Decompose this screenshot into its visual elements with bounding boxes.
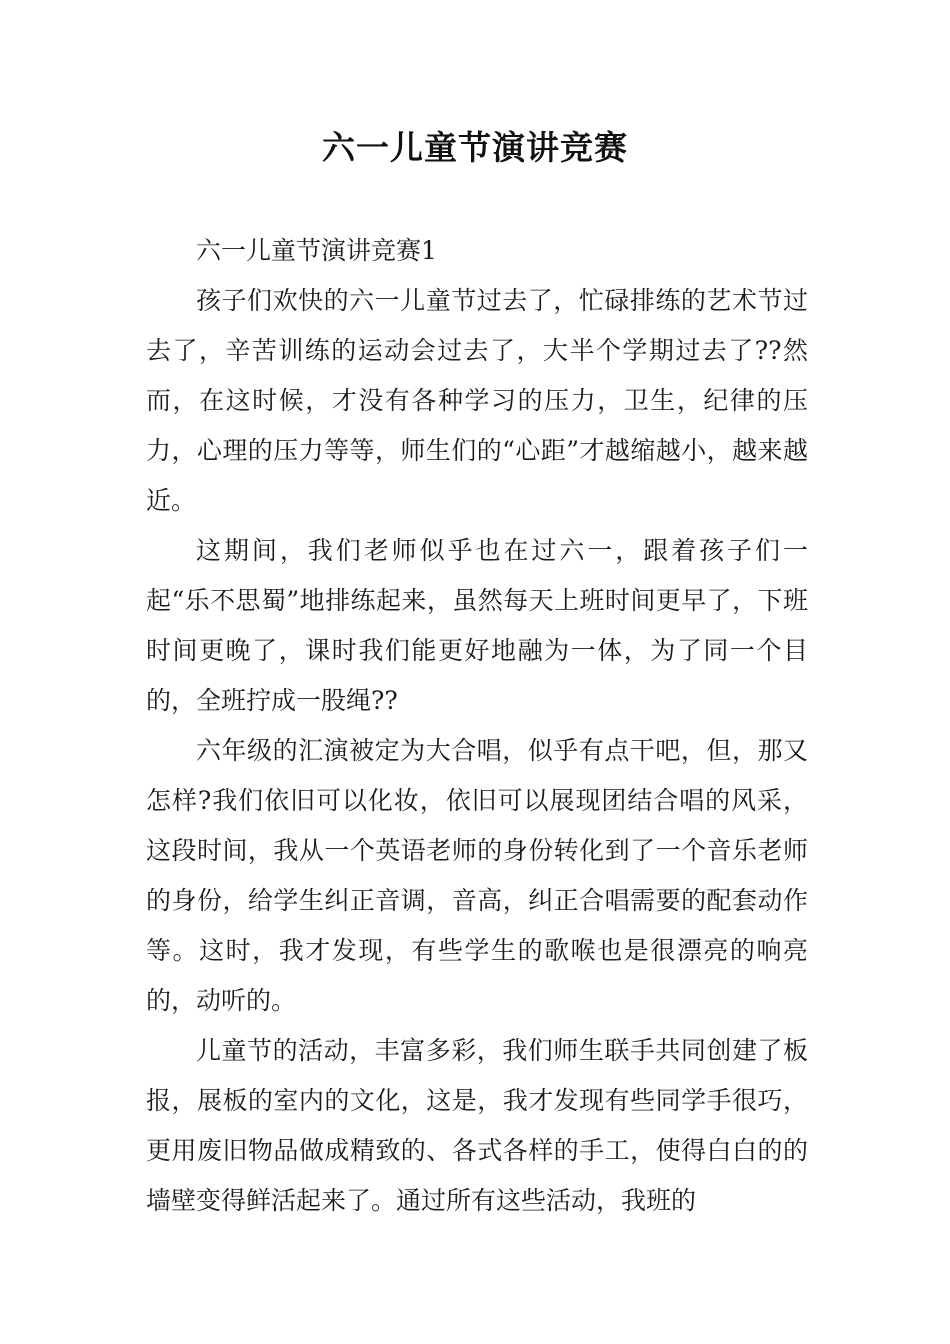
paragraph: 孩子们欢快的六一儿童节过去了，忙碌排练的艺术节过去了，辛苦训练的运动会过去了，大半个学期过去了??然而，在这时候，才没有各种学习的压力，卫生，纪律的压力，心理的压力等等，师生们的“心距”才越缩越小，越来越近。 [146,286,808,515]
document-title: 六一儿童节演讲竞赛 [322,128,628,167]
paragraph: 六年级的汇演被定为大合唱，似乎有点干吧，但，那又怎样?我们依旧可以化妆，依旧可以展现团结合唱的风采，这段时间，我从一个英语老师的身份转化到了一个音乐老师的身份，给学生纠正音调，音高，纠正合唱需要的配套动作等。这时，我才发现，有些学生的歌喉也是很漂亮的响亮的，动听的。 [146,736,808,1015]
document-body [146,226,808,1226]
paragraph: 这期间，我们老师似乎也在过六一，跟着孩子们一起“乐不思蜀”地排练起来，虽然每天上班时间更早了，下班时间更晚了，课时我们能更好地融为一体，为了同一个目的，全班拧成一股绳?? [146,536,808,715]
section-heading: 六一儿童节演讲竞赛1 [196,236,437,265]
paragraph: 儿童节的活动，丰富多彩，我们师生联手共同创建了板报，展板的室内的文化，这是，我才发现有些同学手很巧，更用废旧物品做成精致的、各式各样的手工，使得白白的的墙壁变得鲜活起来了。通过所有这些活动，我班的 [146,1036,808,1215]
